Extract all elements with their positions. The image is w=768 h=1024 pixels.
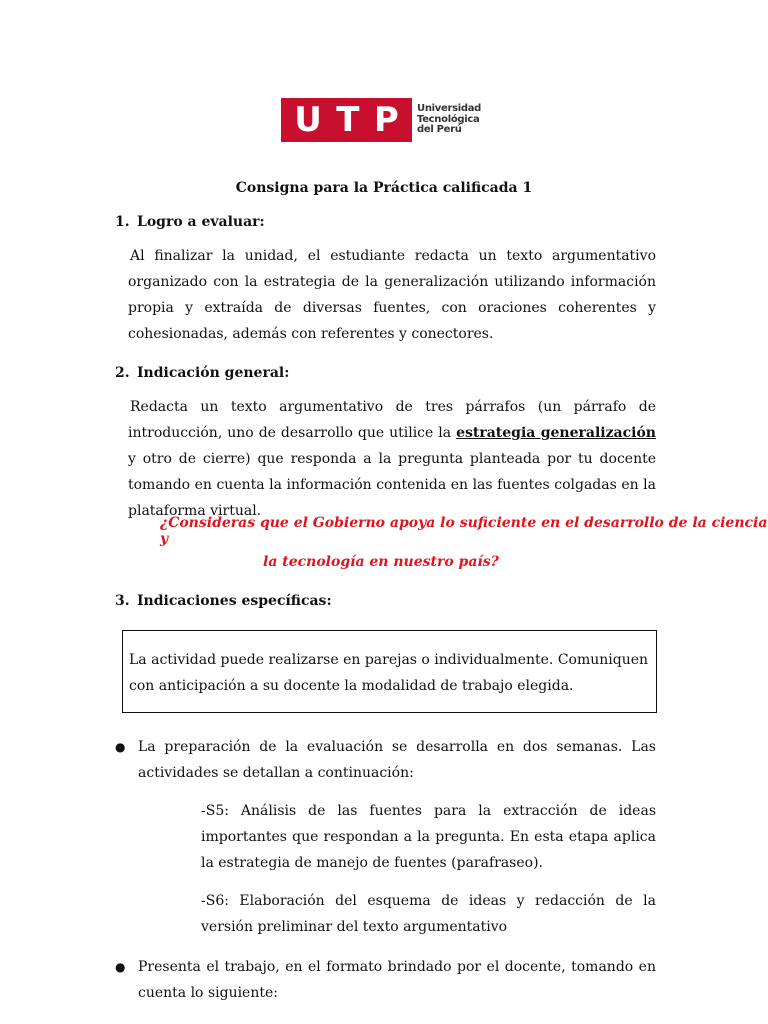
activity-note-text: La actividad puede realizarse en parejas o individualmente. Comuniquen con anticipación a su docente la modalidad de trabajo elegida. — [129, 652, 649, 694]
section-2-number: 2. — [115, 365, 130, 381]
bullet-icon: ● — [115, 740, 126, 754]
bullet-item-2 — [115, 954, 656, 1006]
bullet-1-text: La preparación de la evaluación se desarrolla en dos semanas. Las actividades se detallan a continuación: — [138, 739, 656, 781]
section-2-text-before: Redacta un texto argumentativo de tres párrafos (un párrafo de introducción, uno de desarrollo que utilice la — [128, 399, 656, 441]
section-1-heading — [115, 214, 265, 230]
question-line-1: ¿Consideras que el Gobierno apoya lo suficiente en el desarrollo de la ciencia y — [160, 515, 768, 547]
question-line-2: la tecnología en nuestro país? — [263, 554, 499, 570]
section-1-paragraph: Al finalizar la unidad, el estudiante redacta un texto argumentativo organizado con la estrategia de la generalización utilizando información propia y extraída de diversas fuentes, con oraciones coherentes y cohesionadas, además con referentes y conectores. — [128, 248, 656, 342]
section-1-title: Logro a evaluar: — [137, 214, 265, 230]
subitem-s6: -S6: Elaboración del esquema de ideas y redacción de la versión preliminar del texto argumentativo — [201, 893, 656, 935]
logo-line-1: Universidad — [417, 103, 482, 115]
section-2-paragraph — [128, 394, 656, 524]
section-3-heading — [115, 593, 332, 609]
logo-line-2: Tecnológica — [417, 113, 480, 125]
logo-line-3: del Perú — [417, 124, 462, 136]
document-title: Consigna para la Práctica calificada 1 — [235, 180, 533, 196]
subitem-s5: -S5: Análisis de las fuentes para la extracción de ideas importantes que respondan a la pregunta. En esta etapa aplica la estrategia de manejo de fuentes (parafraseo). — [201, 803, 656, 871]
bullet-2-text: Presenta el trabajo, en el formato brindado por el docente, tomando en cuenta lo siguiente: — [138, 959, 656, 1001]
bullet-icon: ● — [115, 960, 126, 974]
logo-wordmark — [417, 104, 481, 136]
logo-letter-p: P — [373, 100, 399, 140]
section-2-text-after: y otro de cierre) que responda a la pregunta planteada por tu docente tomando en cuenta la información contenida en las fuentes colgadas en la plataforma virtual. — [128, 451, 656, 519]
logo-letter-u: U — [294, 100, 322, 140]
section-3-number: 3. — [115, 593, 130, 609]
section-2-title: Indicación general: — [137, 365, 290, 381]
bullet-item-1 — [115, 734, 656, 786]
section-2-heading — [115, 365, 289, 381]
utp-logo — [281, 98, 481, 142]
section-1-number: 1. — [115, 214, 130, 230]
section-2-emphasis: estrategia generalización — [456, 425, 656, 441]
activity-note-box — [122, 630, 657, 713]
utp-logo-mark — [281, 98, 412, 142]
section-3-title: Indicaciones específicas: — [137, 593, 332, 609]
logo-letter-t: T — [336, 100, 360, 140]
